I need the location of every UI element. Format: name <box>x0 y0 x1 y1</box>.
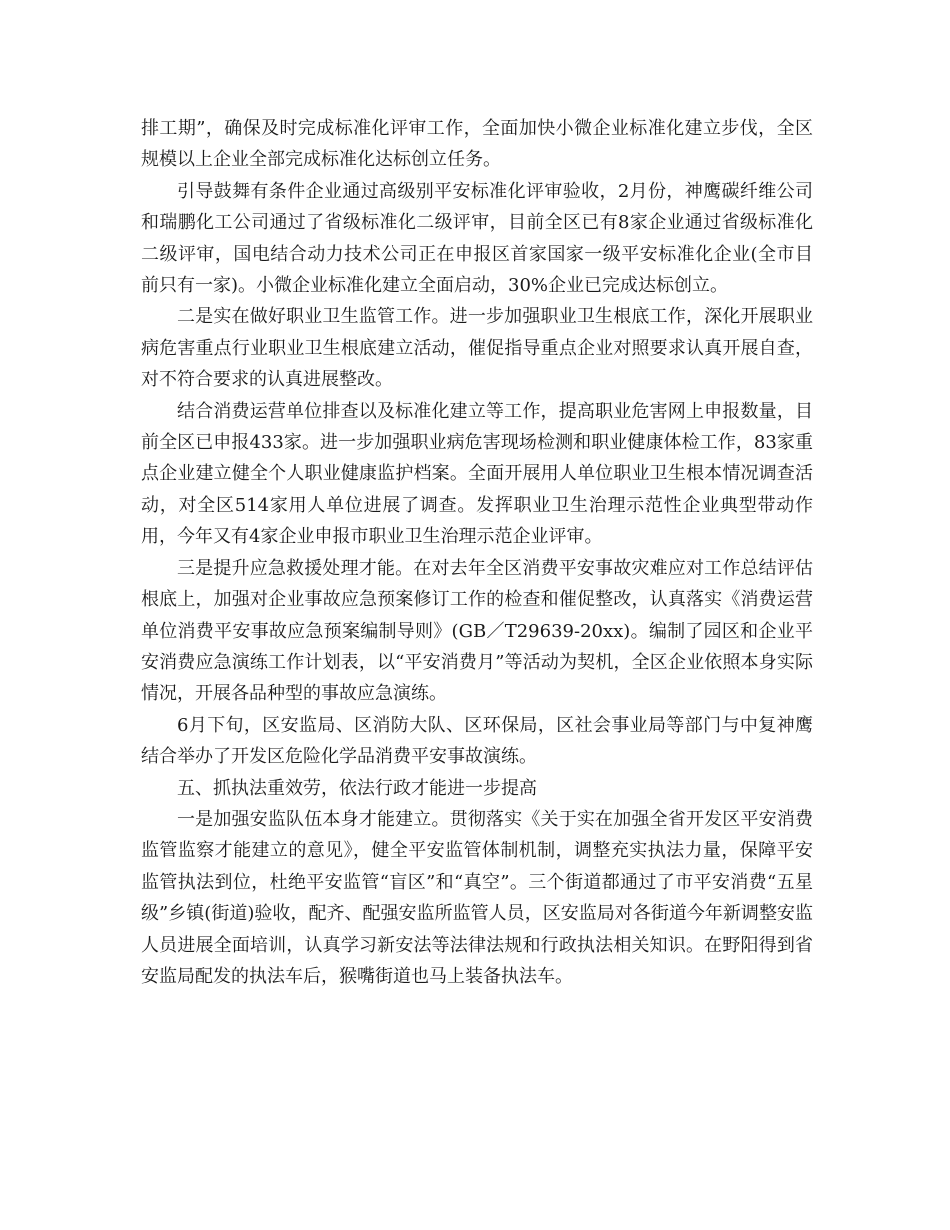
paragraph-7: 一是加强安监队伍本身才能建立。贯彻落实《关于实在加强全省开发区平安消费监管监察才能建立的意见》，健全平安监管体制机制，调整充实执法力量，保障平安监管执法到位，杜绝平安监管“盲区”和“真空”。三个街道都通过了市平安消费“五星级”乡镇(街道)验收，配齐、配强安监所监管人员，区安监局对各街道今年新调整安监人员进展全面培训，认真学习新安法等法律法规和行政执法相关知识。在野阳得到省安监局配发的执法车后，猴嘴街道也马上装备执法车。 <box>141 808 813 987</box>
paragraph-4: 结合消费运营单位排查以及标准化建立等工作，提高职业危害网上申报数量，目前全区已申报433家。进一步加强职业病危害现场检测和职业健康体检工作，83家重点企业建立健全个人职业健康监护档案。全面开展用人单位职业卫生根本情况调查活动，对全区514家用人单位进展了调查。发挥职业卫生治理示范性企业典型带动作用，今年又有4家企业申报市职业卫生治理示范企业评审。 <box>141 400 813 548</box>
paragraph-3: 二是实在做好职业卫生监管工作。进一步加强职业卫生根底工作，深化开展职业病危害重点行业职业卫生根底建立活动，催促指导重点企业对照要求认真开展自查，对不符合要求的认真进展整改。 <box>141 306 813 391</box>
section-heading: 五、抓执法重效劳，依法行政才能进一步提高 <box>177 777 537 799</box>
paragraph-2: 引导鼓舞有条件企业通过高级别平安标准化评审验收，2月份，神鹰碳纤维公司和瑞鹏化工公司通过了省级标准化二级评审，目前全区已有8家企业通过省级标准化二级评审，国电结合动力技术公司正在申报区首家国家一级平安标准化企业(全市目前只有一家)。小微企业标准化建立全面启动，30%企业已完成达标创立。 <box>141 180 813 297</box>
paragraph-5: 三是提升应急救援处理才能。在对去年全区消费平安事故灾难应对工作总结评估根底上，加强对企业事故应急预案修订工作的检查和催促整改，认真落实《消费运营单位消费平安事故应急预案编制导则》(GB／T29639-20xx)。编制了园区和企业平安消费应急演练工作计划表，以“平安消费月”等活动为契机，全区企业依照本身实际情况，开展各品种型的事故应急演练。 <box>141 557 813 705</box>
document-body <box>141 113 813 992</box>
paragraph-6: 6月下旬，区安监局、区消防大队、区环保局，区社会事业局等部门与中复神鹰结合举办了开发区危险化学品消费平安事故演练。 <box>141 714 813 768</box>
paragraph-1: 排工期”，确保及时完成标准化评审工作，全面加快小微企业标准化建立步伐，全区规模以上企业全部完成标准化达标创立任务。 <box>141 118 813 171</box>
